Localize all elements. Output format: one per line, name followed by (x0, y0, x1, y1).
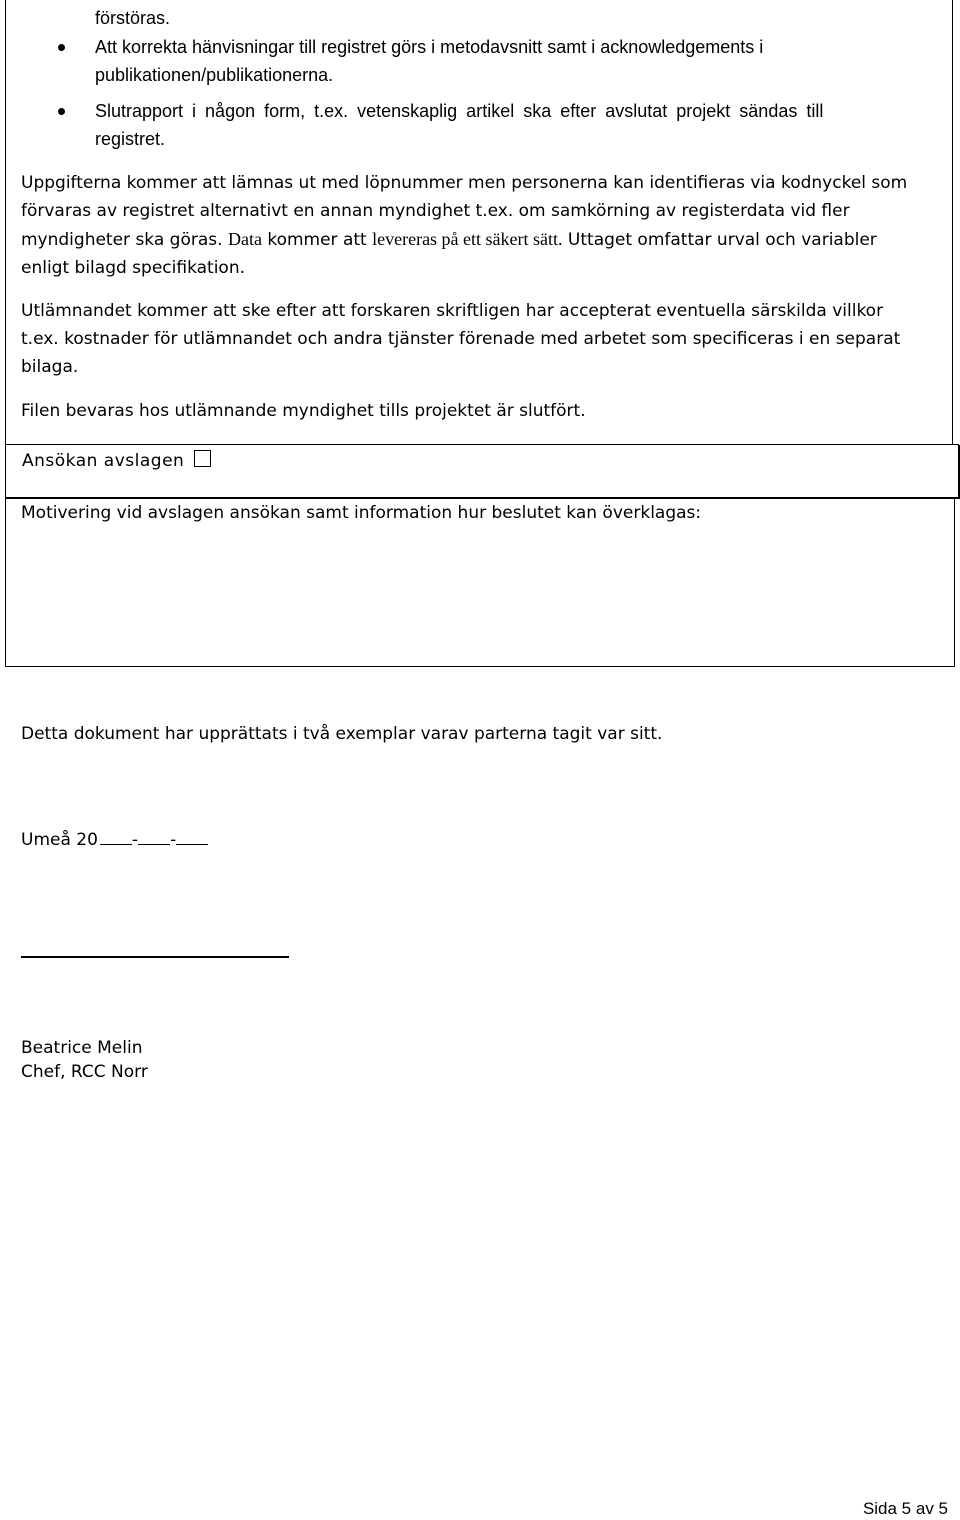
paragraph-data-delivery: Uppgifterna kommer att lämnas ut med löpnummer men personerna kan identifieras via kodnyckel som förvaras av registret alternativt en annan myndighet t.ex. om samkörning av registerdata vid fler myndigheter ska göras. Data kommer att levereras på ett säkert sätt. Uttaget omfattar urval och variabler enligt bilagd specifikation. (21, 173, 908, 278)
motivation-box (5, 498, 955, 667)
paragraph-release-terms: Utlämnandet kommer att ske efter att forskaren skriftligen har accepterat eventuella särskilda villkor t.ex. kostnader för utlämnandet och andra tjänster förenade med arbetet som specificeras i en separat bilaga. (21, 301, 901, 377)
continued-line: förstöras. (95, 8, 171, 28)
signature-line (21, 956, 289, 958)
application-rejected-field (22, 449, 211, 473)
bullet-icon (58, 108, 65, 115)
signatory-title: Chef, RCC Norr (21, 1062, 148, 1082)
date-month-blank (138, 830, 170, 845)
application-rejected-box (5, 444, 959, 498)
application-rejected-label: Ansökan avslagen (22, 451, 185, 471)
signatory-name: Beatrice Melin (21, 1038, 143, 1058)
bullet-item-report-line1: Slutrapport i någon form, t.ex. vetenskaplig artikel ska efter avslutat projekt sändas till (95, 101, 824, 121)
rejected-checkbox[interactable] (194, 450, 211, 467)
bullet-item-acknowledgement-line1: Att korrekta hänvisningar till registret görs i metodavsnitt samt i acknowledgements i (95, 37, 764, 57)
bullet-item-report-line2: registret. (95, 129, 166, 149)
paragraph-file-storage: Filen bevaras hos utlämnande myndighet tills projektet är slutfört. (21, 401, 586, 421)
bullet-item-acknowledgement-line2: publikationen/publikationerna. (95, 65, 334, 85)
date-place: Umeå 20 (21, 830, 98, 850)
closing-statement: Detta dokument har upprättats i två exemplar varav parterna tagit var sitt. (21, 724, 663, 744)
motivation-label: Motivering vid avslagen ansökan samt information hur beslutet kan överklagas: (21, 503, 702, 523)
page-number: Sida 5 av 5 (862, 1499, 948, 1518)
bullet-icon (58, 44, 65, 51)
date-day-blank (176, 830, 208, 845)
date-line: Umeå 20 - - (21, 828, 208, 852)
date-year-blank (100, 830, 132, 845)
